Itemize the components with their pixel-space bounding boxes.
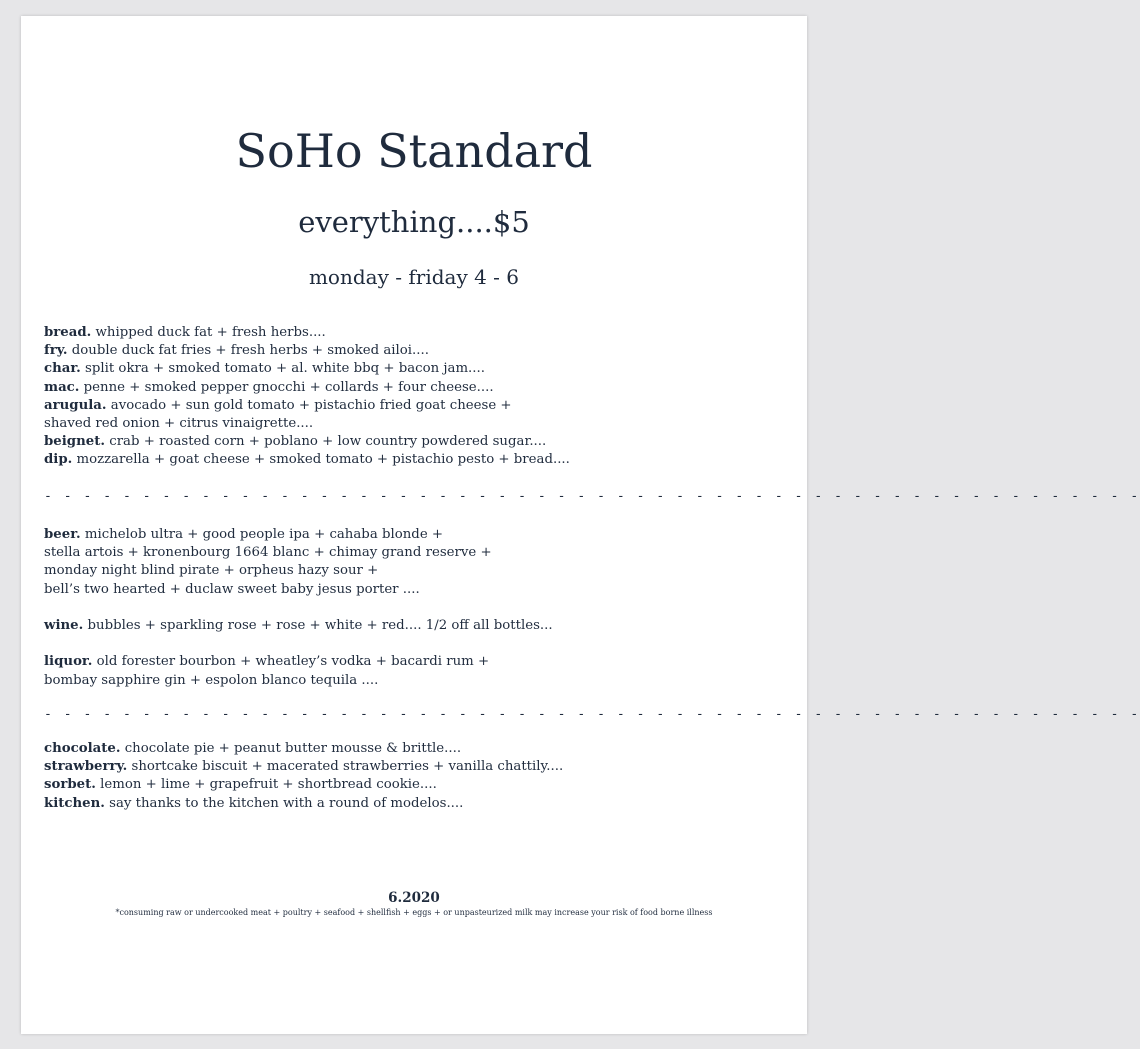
menu-line — [44, 397, 784, 415]
happy-hour-times: monday - friday 4 - 6 — [308, 265, 520, 289]
menu-line — [44, 795, 784, 813]
item-description: stella artois + kronenbourg 1664 blanc + chimay grand reserve + — [44, 545, 492, 561]
menu-line — [44, 672, 784, 690]
menu-line — [44, 379, 784, 397]
item-name: bread. — [44, 325, 92, 340]
menu-line — [44, 451, 784, 469]
menu-line — [44, 433, 784, 451]
menu-date: 6.2020 — [388, 890, 440, 906]
item-description: old forester bourbon + wheatley’s vodka + bacardi rum + — [92, 654, 490, 670]
item-description: shaved red onion + citrus vinaigrette.... — [44, 415, 314, 431]
price-subtitle: everything....$5 — [298, 205, 530, 239]
item-description: mozzarella + goat cheese + smoked tomato + pistachio pesto + bread.... — [72, 452, 570, 468]
food-section — [44, 324, 784, 470]
line-gap — [44, 635, 784, 653]
section-divider: - - - - - - - - - - - - - - - - - - - - - - - - - - - - - - - - - - - - - - - - - - - - - - - - - - - - - - - - — [44, 707, 1140, 722]
item-name: mac. — [44, 379, 80, 395]
item-description: penne + smoked pepper gnocchi + collards + four cheese.... — [79, 379, 494, 395]
menu-line — [44, 581, 784, 599]
item-name: chocolate. — [44, 741, 121, 756]
item-name: strawberry. — [44, 759, 128, 775]
item-description: whipped duck fat + fresh herbs.... — [91, 325, 326, 340]
line-gap — [44, 599, 784, 617]
item-description: shortcake biscuit + macerated strawberries + vanilla chattily.... — [127, 759, 564, 775]
dessert-section — [44, 740, 784, 813]
menu-line — [44, 342, 784, 360]
item-description: split okra + smoked tomato + al. white bbq + bacon jam.... — [80, 361, 485, 377]
item-description: monday night blind pirate + orpheus hazy sour + — [44, 563, 379, 579]
item-name: fry. — [44, 343, 68, 359]
drinks-section — [44, 526, 784, 690]
item-description: bombay sapphire gin + espolon blanco tequila .... — [44, 672, 379, 688]
item-description: bell’s two hearted + duclaw sweet baby jesus porter .... — [44, 581, 420, 597]
menu-line — [44, 562, 784, 580]
menu-line — [44, 617, 784, 635]
item-name: kitchen. — [44, 795, 105, 811]
food-safety-disclaimer: *consuming raw or undercooked meat + poultry + seafood + shellfish + eggs + or unpasteurized milk may increase your risk of food borne illness — [115, 908, 713, 917]
menu-line — [44, 776, 784, 794]
menu-line — [44, 740, 784, 758]
restaurant-title: SoHo Standard — [235, 124, 593, 178]
menu-page — [21, 16, 1140, 1034]
menu-line — [44, 544, 784, 562]
menu-line — [44, 758, 784, 776]
item-description: avocado + sun gold tomato + pistachio fried goat cheese + — [106, 397, 512, 413]
item-description: double duck fat fries + fresh herbs + smoked ailoi.... — [67, 343, 429, 359]
item-name: beer. — [44, 527, 81, 542]
item-name: arugula. — [44, 397, 107, 413]
item-description: bubbles + sparkling rose + rose + white + red.... 1/2 off all bottles... — [83, 617, 553, 633]
item-description: chocolate pie + peanut butter mousse & brittle.... — [120, 741, 462, 756]
menu-line — [44, 653, 784, 671]
item-description: say thanks to the kitchen with a round of modelos.... — [104, 795, 464, 811]
menu-line — [44, 360, 784, 378]
item-name: char. — [44, 361, 81, 377]
item-description: crab + roasted corn + poblano + low country powdered sugar.... — [105, 434, 547, 450]
item-description: michelob ultra + good people ipa + cahaba blonde + — [80, 527, 444, 542]
menu-line — [44, 324, 784, 342]
item-description: lemon + lime + grapefruit + shortbread cookie.... — [95, 777, 437, 793]
section-divider: - - - - - - - - - - - - - - - - - - - - - - - - - - - - - - - - - - - - - - - - - - - - - - - - - - - - - - - - — [44, 489, 1140, 504]
item-name: wine. — [44, 617, 84, 633]
menu-line — [44, 526, 784, 544]
item-name: beignet. — [44, 434, 106, 450]
item-name: liquor. — [44, 654, 93, 670]
menu-line — [44, 415, 784, 433]
item-name: dip. — [44, 452, 73, 468]
item-name: sorbet. — [44, 777, 96, 793]
